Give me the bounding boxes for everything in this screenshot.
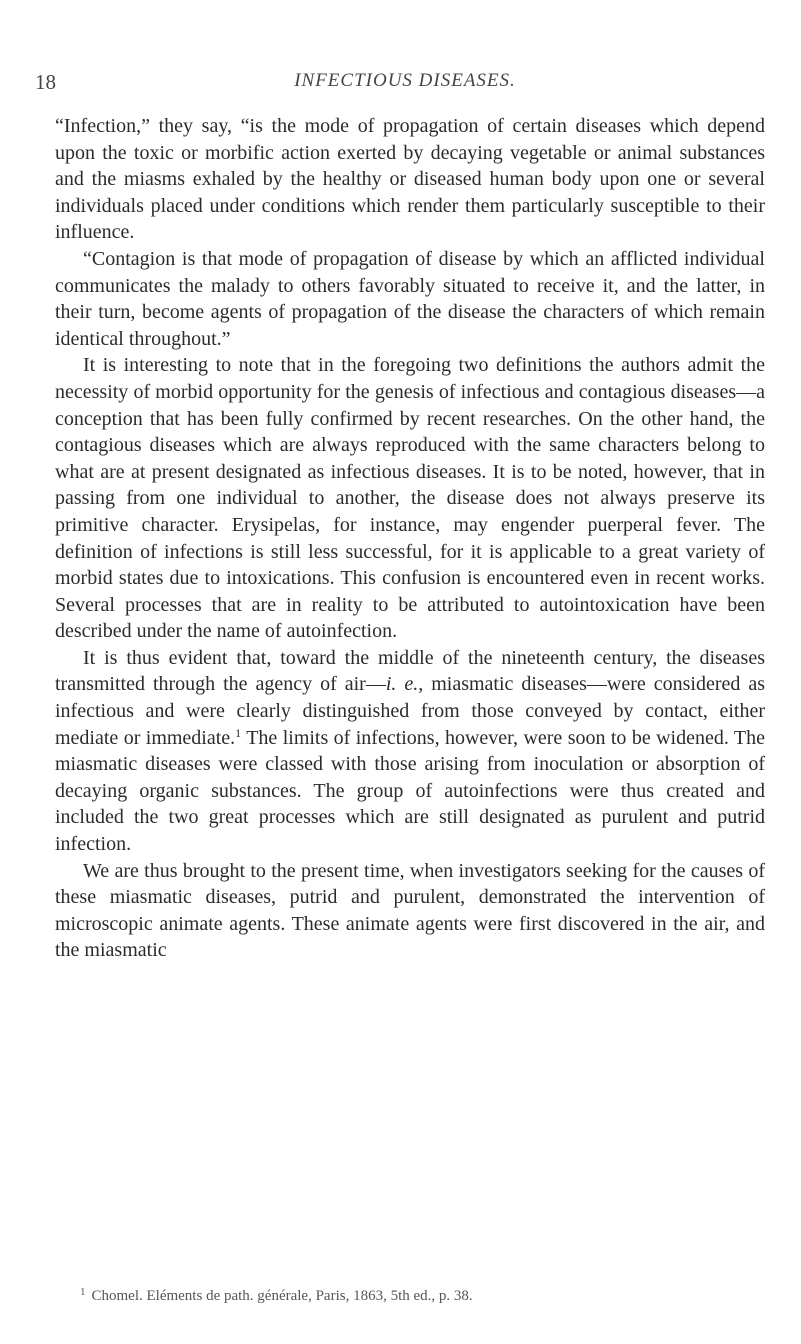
footnote-text: Chomel. Eléments de path. générale, Paris, 1863, 5th ed., p. 38. bbox=[91, 1288, 473, 1304]
paragraph-3: It is interesting to note that in the foregoing two definitions the authors admit the necessity of morbid opportunity for the genesis of infectious and contagious diseases—a conception that has been fully confirmed by recent researches. On the other hand, the contagious diseases which are always reproduced with the same characters belong to what are at present designated as infectious diseases. It is to be noted, however, that in passing from one individual to another, the disease does not always preserve its primitive character. Erysipelas, for instance, may engender puerperal fever. The definition of infections is still less successful, for it is applicable to a great variety of morbid states due to intoxications. This confusion is encountered even in recent works. Several processes that are in reality to be attributed to autointoxication have been described under the name of autoinfection. bbox=[55, 354, 765, 643]
paragraph-4-italic: i. e., bbox=[385, 673, 424, 696]
paragraph-4 bbox=[55, 645, 765, 858]
paragraph-4-text-c: The limits of infections, however, were soon to be widened. The miasmatic diseases were classed with those arising from inoculation or absorption of decaying organic substances. The group of autoinfections were thus created and included the two great processes which are still designated as purulent and putrid infection. bbox=[55, 726, 765, 856]
page-header bbox=[35, 70, 775, 100]
footnote-mark: 1 bbox=[80, 1286, 86, 1298]
paragraph-4-text-a: It is thus evident that, toward the middle of the nineteenth century, the diseases transmitted through the agency of air— bbox=[55, 646, 765, 696]
running-head: INFECTIOUS DISEASES. bbox=[294, 70, 516, 91]
page-number: 18 bbox=[35, 70, 56, 94]
paragraph-1: “Infection,” they say, “is the mode of propagation of certain diseases which depend upon the toxic or morbific action exerted by decaying vegetable or animal substances and the miasms exhaled by the healthy or diseased human body upon one or several individuals placed under conditions which render them particularly susceptible to their influence. bbox=[55, 115, 765, 244]
body-text bbox=[55, 113, 765, 964]
footnote bbox=[80, 1286, 760, 1305]
paragraph-5: We are thus brought to the present time, when investigators seeking for the causes of these miasmatic diseases, putrid and purulent, demonstrated the intervention of microscopic animate agents. These animate agents were first discovered in the air, and the miasmatic bbox=[55, 859, 765, 962]
paragraph-2: “Contagion is that mode of propagation of disease by which an afflicted individual communicates the malady to others favorably situated to receive it, and the latter, in their turn, become agents of propagation of the disease the characters of which remain identical throughout.” bbox=[55, 247, 765, 350]
paragraph-4-text-b: miasmatic diseases—were considered as infectious and were clearly distinguished from those conveyed by contact, either mediate or immediate. bbox=[55, 673, 765, 749]
footnote-reference: 1 bbox=[235, 725, 242, 740]
